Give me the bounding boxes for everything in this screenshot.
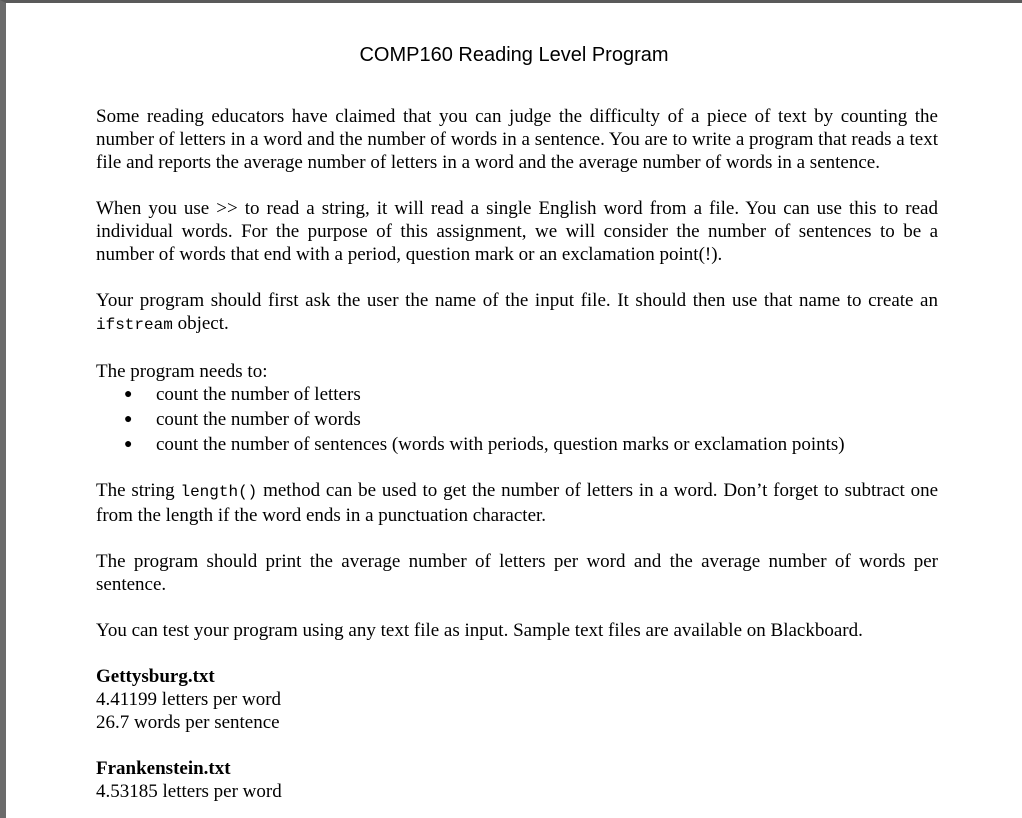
- sample-gettysburg: [96, 665, 938, 734]
- sample-letters-per-word: 4.41199 letters per word: [96, 689, 282, 710]
- paragraph-length-method: [96, 479, 938, 527]
- list-item: [96, 408, 938, 431]
- paragraph-input-file: [96, 289, 938, 337]
- code-length: length(): [180, 483, 258, 501]
- sample-filename: Frankenstein.txt: [96, 758, 231, 779]
- list-item-text: count the number of letters: [156, 384, 361, 405]
- list-item: [96, 383, 938, 406]
- requirements-list: [96, 383, 938, 456]
- needs-intro: The program needs to:: [96, 361, 268, 382]
- bullet-icon: ●: [124, 437, 133, 452]
- paragraph-input-file-text: Your program should first ask the user the name of the input file. It should then use that name to create an: [96, 290, 938, 311]
- paragraph-testing: You can test your program using any text file as input. Sample text files are available on Blackboard.: [96, 620, 863, 641]
- paragraph-length-tail: method can be used to get the number of letters in a word. Don’t forget to subtract one from the length if the word ends in a punctuation character.: [96, 480, 939, 526]
- list-item-text: count the number of sentences (words with periods, question marks or exclamation points): [156, 434, 845, 455]
- document-body: [96, 105, 938, 818]
- bullet-icon: ●: [124, 412, 133, 427]
- paragraph-input-file-tail: object.: [172, 313, 229, 334]
- paragraph-intro: Some reading educators have claimed that you can judge the difficulty of a piece of text by counting the number of letters in a word and the number of words in a sentence. You are to write a program that reads a text file and reports the average number of letters in a word and the average number of words in a sentence.: [96, 106, 938, 173]
- sample-frankenstein: [96, 757, 938, 803]
- paragraph-reading-words: When you use >> to read a string, it will read a single English word from a file. You can use this to read individual words. For the purpose of this assignment, we will consider the number of sentences to be a number of words that end with a period, question mark or an exclamation point(!).: [96, 198, 938, 265]
- page-title: COMP160 Reading Level Program: [359, 44, 669, 66]
- document-page: [6, 3, 1022, 818]
- bullet-icon: ●: [124, 387, 133, 402]
- list-item-text: count the number of words: [156, 409, 361, 430]
- sample-words-per-sentence: 26.7 words per sentence: [96, 712, 280, 733]
- list-item: [96, 433, 938, 456]
- sample-letters-per-word: 4.53185 letters per word: [96, 781, 282, 802]
- code-ifstream: ifstream: [96, 316, 173, 334]
- paragraph-output: The program should print the average number of letters per word and the average number of words per sentence.: [96, 551, 938, 595]
- paragraph-length-text: The string: [96, 480, 181, 501]
- sample-filename: Gettysburg.txt: [96, 666, 215, 687]
